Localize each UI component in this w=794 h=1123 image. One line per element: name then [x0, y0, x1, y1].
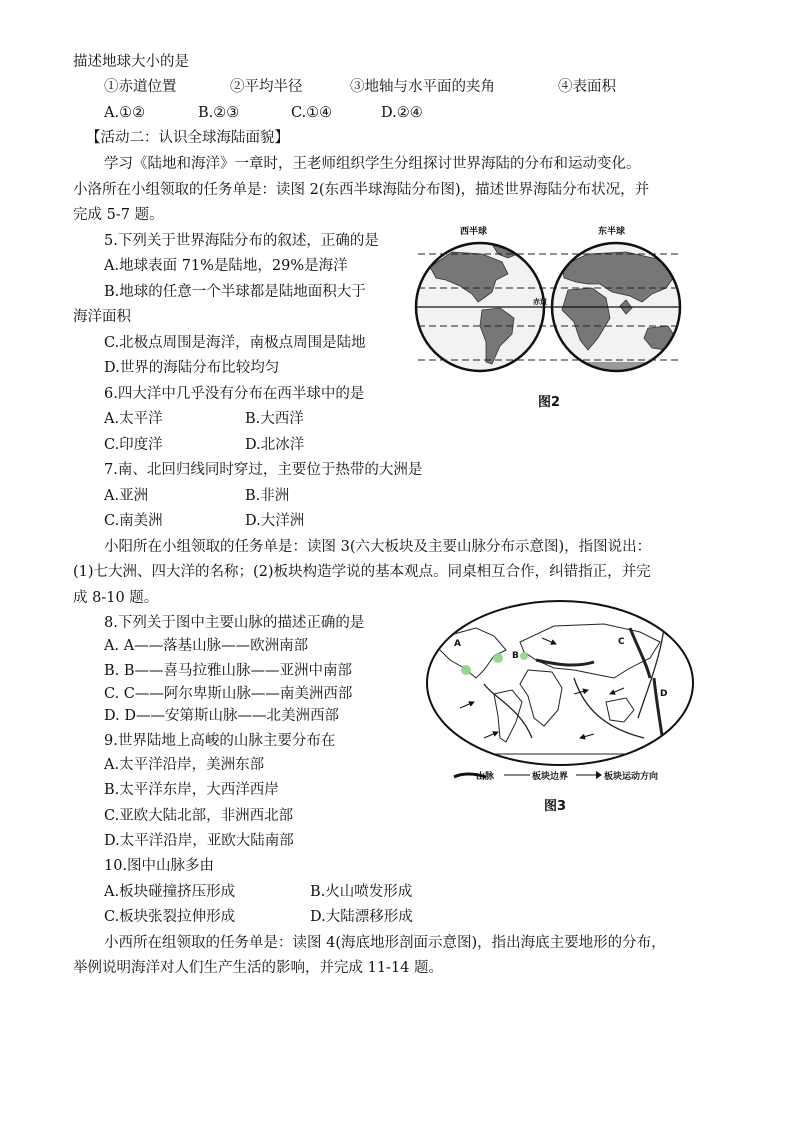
figure-2-caption: 图2 — [538, 395, 561, 410]
legend-mountain: 山脉 — [476, 772, 495, 782]
q9-stem: 9.世界陆地上高峻的山脉主要分布在 — [104, 733, 336, 749]
q7-option-a: A.亚洲 — [104, 488, 149, 504]
q4-stem: 描述地球大小的是 — [73, 54, 189, 70]
motion-legend-symbol — [574, 769, 604, 781]
q6-option-a: A.太平洋 — [104, 411, 163, 427]
q6-option-c: C.印度洋 — [104, 437, 163, 453]
q7-option-b: B.非洲 — [245, 488, 290, 504]
figure-3-plates-map — [424, 598, 696, 768]
figure-2-hemispheres-map — [412, 222, 692, 387]
label-c: C — [618, 637, 625, 647]
q5-option-c: C.北极点周围是海洋，南极点周围是陆地 — [104, 335, 366, 351]
q5-stem: 5.下列关于世界海陆分布的叙述，正确的是 — [104, 233, 379, 249]
q4-option-b: B.②③ — [198, 105, 240, 121]
q8-stem: 8.下列关于图中主要山脉的描述正确的是 — [104, 615, 365, 631]
q8-option-d: D. D——安第斯山脉——北美洲西部 — [104, 708, 339, 724]
q10-option-b: B.火山喷发形成 — [310, 884, 413, 900]
q10-option-a: A.板块碰撞挤压形成 — [104, 884, 236, 900]
activity-intro-line3: 完成 5-7 题。 — [73, 207, 164, 223]
q4-item-3: ③地轴与水平面的夹角 — [350, 79, 495, 95]
activity-heading: 【活动二：认识全球海陆面貌】 — [86, 130, 289, 146]
task3-line1: 小西所在组领取的任务单是：读图 4(海底地形剖面示意图)，指出海底主要地形的分布， — [104, 935, 666, 951]
label-d: D — [660, 689, 668, 699]
q8-option-c: C. C——阿尔卑斯山脉——南美洲西部 — [104, 686, 353, 702]
q5-option-b-cont: 海洋面积 — [73, 309, 131, 325]
equator-label: 赤道 — [533, 298, 547, 306]
q8-option-b: B. B——喜马拉雅山脉——亚洲中南部 — [104, 663, 353, 679]
q5-option-a: A.地球表面 71%是陆地，29%是海洋 — [104, 258, 348, 274]
east-hemisphere-label: 东半球 — [598, 227, 626, 237]
activity-intro-line1: 学习《陆地和海洋》一章时，王老师组织学生分组探讨世界海陆的分布和运动变化。 — [104, 156, 641, 172]
q4-option-c: C.①④ — [291, 105, 333, 121]
q5-option-b: B.地球的任意一个半球都是陆地面积大于 — [104, 284, 366, 300]
q10-option-c: C.板块张裂拉伸形成 — [104, 909, 236, 925]
q8-option-a: A. A——落基山脉——欧洲南部 — [104, 638, 309, 654]
q6-stem: 6.四大洋中几乎没有分布在西半球中的是 — [104, 386, 365, 402]
q4-item-1: ①赤道位置 — [104, 79, 177, 95]
q6-option-b: B.大西洋 — [245, 411, 304, 427]
task2-line3: 成 8-10 题。 — [73, 590, 159, 606]
q9-option-a: A.太平洋沿岸，美洲东部 — [104, 757, 265, 773]
legend-boundary: 板块边界 — [532, 772, 569, 782]
q7-stem: 7.南、北回归线同时穿过，主要位于热带的大洲是 — [104, 462, 423, 478]
activity-intro-line2: 小洛所在小组领取的任务单是：读图 2(东西半球海陆分布图)，描述世界海陆分布状况，并 — [73, 182, 650, 198]
q10-stem: 10.图中山脉多由 — [104, 858, 215, 874]
q10-option-d: D.大陆漂移形成 — [310, 909, 413, 925]
task3-line2: 举例说明海洋对人们生产生活的影响，并完成 11-14 题。 — [73, 960, 444, 976]
label-b: B — [512, 651, 519, 661]
q4-item-2: ②平均半径 — [230, 79, 303, 95]
west-hemisphere-label: 西半球 — [460, 227, 488, 237]
q9-option-b: B.太平洋东岸，大西洋西岸 — [104, 782, 279, 798]
q5-option-d: D.世界的海陆分布比较均匀 — [104, 360, 280, 376]
label-a: A — [454, 639, 461, 649]
boundary-legend-symbol — [502, 769, 532, 781]
q4-option-a: A.①② — [104, 105, 146, 121]
q4-item-4: ④表面积 — [558, 79, 616, 95]
figure-3-caption: 图3 — [544, 799, 567, 814]
q4-option-d: D.②④ — [381, 105, 423, 121]
task2-line1: 小阳所在小组领取的任务单是：读图 3(六大板块及主要山脉分布示意图)，指图说出： — [104, 539, 652, 555]
q9-option-c: C.亚欧大陆北部，非洲西北部 — [104, 808, 294, 824]
q6-option-d: D.北冰洋 — [245, 437, 305, 453]
q7-option-d: D.大洋洲 — [245, 513, 305, 529]
q9-option-d: D.太平洋沿岸，亚欧大陆南部 — [104, 833, 294, 849]
task2-line2: (1)七大洲、四大洋的名称；(2)板块构造学说的基本观点。同桌相互合作，纠错指正，并完 — [73, 564, 651, 580]
q7-option-c: C.南美洲 — [104, 513, 163, 529]
legend-motion: 板块运动方向 — [604, 772, 659, 782]
